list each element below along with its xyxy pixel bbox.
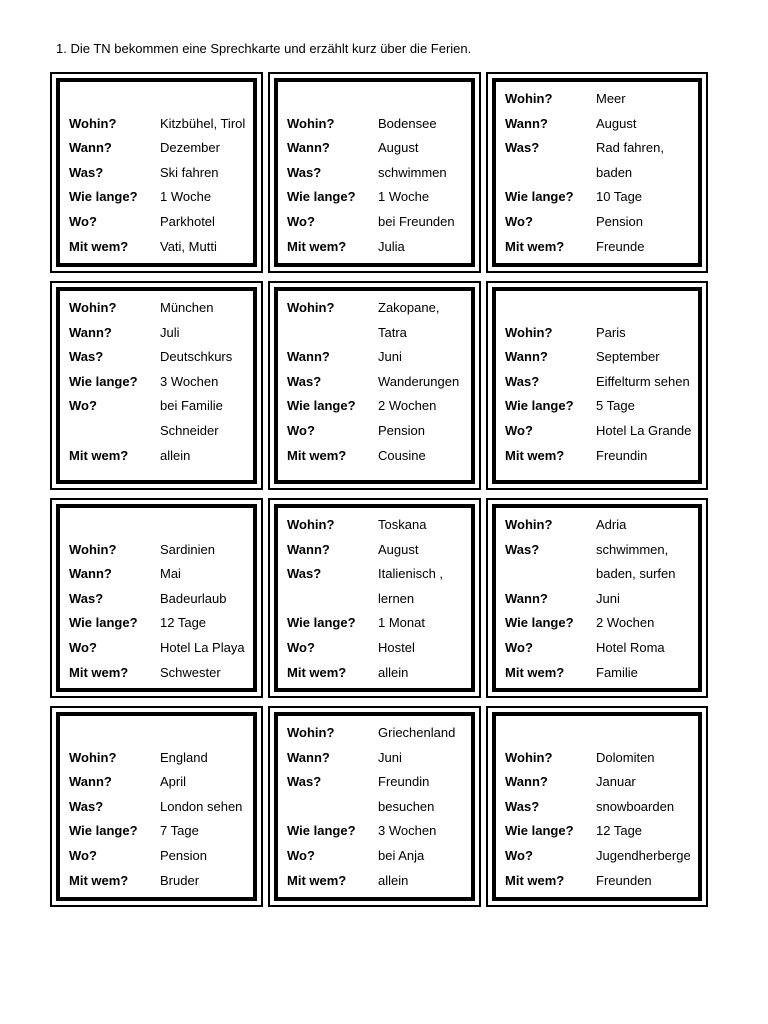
question-label: Wo? <box>287 422 315 438</box>
card-row <box>69 819 251 844</box>
question-label: Mit wem? <box>287 238 347 254</box>
question-label: Wohin? <box>69 541 117 557</box>
question-label: Wohin? <box>287 300 335 315</box>
question-label: Wann? <box>69 566 112 582</box>
card-row <box>505 795 696 820</box>
answer-value <box>596 721 696 746</box>
card-row <box>505 210 696 235</box>
answer-value: Cousine <box>378 447 426 463</box>
question-label <box>69 87 160 112</box>
card-row <box>505 819 696 844</box>
question-label: Wie lange? <box>505 398 574 414</box>
card-row <box>505 562 696 587</box>
question-label: Mit wem? <box>287 664 347 680</box>
card-row <box>287 444 469 469</box>
answer-value: bei Freunden <box>378 213 455 229</box>
question-label <box>505 721 596 746</box>
card-row <box>505 770 696 795</box>
answer-value: Eiffelturm sehen <box>596 373 690 389</box>
card-row <box>69 136 251 161</box>
answer-value: Adria <box>596 517 627 532</box>
answer-value: Wanderungen <box>378 373 460 389</box>
card-row <box>287 636 469 661</box>
card-border <box>274 287 475 484</box>
question-label: Mit wem? <box>69 664 129 680</box>
question-label: Wie lange? <box>505 823 574 839</box>
card-row <box>69 795 251 820</box>
card-row <box>505 721 696 746</box>
question-label: Was? <box>69 164 104 180</box>
card-row <box>505 538 696 563</box>
question-label <box>287 587 378 612</box>
question-label: Was? <box>287 774 322 790</box>
answer-value: Freunden <box>596 872 652 888</box>
answer-value: Sardinien <box>160 541 215 557</box>
card-row <box>287 795 469 820</box>
answer-value: 5 Tage <box>596 398 635 414</box>
answer-value <box>596 296 696 321</box>
answer-value: Dolomiten <box>596 749 655 765</box>
question-label: Wohin? <box>505 91 553 106</box>
question-label: Wann? <box>69 140 112 156</box>
question-label <box>69 513 160 538</box>
answer-value: Juli <box>160 324 180 340</box>
card-row <box>69 611 251 636</box>
card-row <box>505 844 696 869</box>
answer-value: Bodensee <box>378 115 437 131</box>
question-label: Wie lange? <box>69 615 138 631</box>
card-rows <box>69 721 251 893</box>
question-label: Wann? <box>505 590 548 606</box>
card-row <box>69 161 251 186</box>
card-row <box>505 185 696 210</box>
answer-value <box>160 513 251 538</box>
card-row <box>505 161 696 186</box>
card-row <box>287 321 469 346</box>
answer-value: bei Anja <box>378 847 425 863</box>
speaking-card <box>50 281 263 490</box>
card-row <box>505 370 696 395</box>
card-row <box>69 296 251 321</box>
card-border <box>274 78 475 267</box>
question-label: Wohin? <box>69 115 117 131</box>
answer-value: Zakopane, <box>378 300 440 315</box>
card-row <box>287 112 469 137</box>
instruction-text: 1. Die TN bekommen eine Sprechkarte und erzählt kurz über die Ferien. <box>56 41 472 56</box>
answer-value: Tatra <box>378 324 407 340</box>
card-border <box>56 504 257 692</box>
answer-value: Hostel <box>378 639 415 655</box>
question-label: Was? <box>287 373 322 389</box>
speaking-card <box>268 72 481 273</box>
card-row <box>69 235 251 260</box>
answer-value: Januar <box>596 774 636 790</box>
card-row <box>69 419 251 444</box>
card-row <box>287 844 469 869</box>
answer-value: Freundin <box>378 774 430 790</box>
question-label: Was? <box>69 798 104 814</box>
answer-value: August <box>596 115 637 131</box>
question-label <box>69 721 160 746</box>
answer-value: Pension <box>378 422 425 438</box>
answer-value: baden, surfen <box>596 566 676 582</box>
answer-value: Badeurlaub <box>160 590 227 606</box>
card-row <box>287 538 469 563</box>
question-label: Mit wem? <box>505 872 565 888</box>
card-row <box>505 87 696 112</box>
question-label: Wo? <box>505 213 533 229</box>
answer-value: Bruder <box>160 872 200 888</box>
answer-value: 1 Woche <box>378 189 430 205</box>
card-row <box>505 112 696 137</box>
card-row <box>505 587 696 612</box>
question-label: Wohin? <box>505 324 553 340</box>
question-label: Wohin? <box>505 517 553 532</box>
answer-value <box>160 721 251 746</box>
answer-value <box>378 87 469 112</box>
answer-value: April <box>160 774 187 790</box>
question-label: Was? <box>69 590 104 606</box>
answer-value: Familie <box>596 664 638 680</box>
card-row <box>69 185 251 210</box>
card-rows <box>287 513 469 685</box>
card-rows <box>505 513 696 685</box>
card-rows <box>69 513 251 685</box>
answer-value: September <box>596 349 660 365</box>
answer-value: baden <box>596 164 633 180</box>
card-row <box>505 661 696 686</box>
card-row <box>287 419 469 444</box>
answer-value: Schneider <box>160 422 219 438</box>
answer-value: Griechenland <box>378 725 456 740</box>
card-row <box>287 819 469 844</box>
card-row <box>287 394 469 419</box>
answer-value: Meer <box>596 91 626 106</box>
question-label: Wo? <box>287 213 315 229</box>
card-row <box>505 419 696 444</box>
answer-value: München <box>160 300 214 315</box>
answer-value: August <box>378 140 419 156</box>
answer-value: Toskana <box>378 517 427 532</box>
question-label: Wo? <box>505 422 533 438</box>
answer-value: Paris <box>596 324 626 340</box>
speaking-card <box>486 706 708 907</box>
answer-value: Pension <box>160 847 207 863</box>
answer-value: Hotel La Playa <box>160 639 245 655</box>
card-rows <box>505 721 696 893</box>
question-label: Wie lange? <box>287 615 356 631</box>
speaking-card <box>50 498 263 698</box>
answer-value: allein <box>378 872 409 888</box>
speaking-card <box>50 72 263 273</box>
answer-value: Hotel Roma <box>596 639 665 655</box>
question-label: Was? <box>505 798 540 814</box>
card-row <box>69 87 251 112</box>
card-row <box>69 770 251 795</box>
question-label: Was? <box>69 349 104 365</box>
question-label: Mit wem? <box>287 872 347 888</box>
card-row <box>287 345 469 370</box>
question-label: Wie lange? <box>69 189 138 205</box>
card-row <box>287 869 469 894</box>
answer-value: August <box>378 541 419 557</box>
answer-value: Hotel La Grande <box>596 422 692 438</box>
answer-value: Freundin <box>596 447 648 463</box>
card-rows <box>505 296 696 468</box>
question-label: Mit wem? <box>505 238 565 254</box>
card-row <box>69 210 251 235</box>
question-label: Wann? <box>69 774 112 790</box>
answer-value: 12 Tage <box>160 615 207 631</box>
question-label: Wie lange? <box>287 398 356 414</box>
card-row <box>287 513 469 538</box>
answer-value: Julia <box>378 238 405 254</box>
card-rows <box>69 87 251 259</box>
card-row <box>287 587 469 612</box>
card-row <box>505 296 696 321</box>
card-row <box>287 562 469 587</box>
answer-value: Juni <box>596 590 620 606</box>
speaking-cards-grid <box>50 72 708 907</box>
card-rows <box>287 87 469 259</box>
question-label: Wie lange? <box>69 823 138 839</box>
card-row <box>69 321 251 346</box>
question-label <box>505 296 596 321</box>
card-border <box>492 504 702 692</box>
answer-value: 10 Tage <box>596 189 643 205</box>
question-label: Mit wem? <box>69 238 129 254</box>
question-label: Mit wem? <box>69 872 129 888</box>
card-row <box>287 770 469 795</box>
card-border <box>274 712 475 901</box>
answer-value: Jugendherberge <box>596 847 691 863</box>
answer-value: Parkhotel <box>160 213 215 229</box>
question-label: Wo? <box>69 213 97 229</box>
answer-value: snowboarden <box>596 798 675 814</box>
answer-value: Pension <box>596 213 643 229</box>
question-label: Wie lange? <box>69 373 138 389</box>
question-label: Wohin? <box>287 725 335 740</box>
card-row <box>505 345 696 370</box>
question-label: Wie lange? <box>505 189 574 205</box>
question-label: Wohin? <box>69 749 117 765</box>
answer-value: Italienisch , <box>378 566 444 582</box>
question-label <box>69 419 160 444</box>
question-label: Wo? <box>69 398 97 414</box>
question-label: Wann? <box>287 140 330 156</box>
answer-value: Juni <box>378 349 402 365</box>
speaking-card <box>268 281 481 490</box>
answer-value: Rad fahren, <box>596 140 664 156</box>
answer-value: 1 Woche <box>160 189 212 205</box>
question-label: Wohin? <box>505 749 553 765</box>
card-row <box>505 611 696 636</box>
answer-value: Mai <box>160 566 181 582</box>
answer-value: allein <box>378 664 409 680</box>
question-label: Wo? <box>505 847 533 863</box>
question-label: Wo? <box>287 847 315 863</box>
answer-value: England <box>160 749 208 765</box>
speaking-card <box>268 706 481 907</box>
question-label: Wo? <box>287 639 315 655</box>
answer-value: London sehen <box>160 798 243 814</box>
answer-value: 1 Monat <box>378 615 425 631</box>
speaking-card <box>50 706 263 907</box>
question-label: Mit wem? <box>287 447 347 463</box>
question-label: Wann? <box>287 349 330 365</box>
card-row <box>69 721 251 746</box>
question-label: Wie lange? <box>287 823 356 839</box>
question-label: Mit wem? <box>69 447 129 463</box>
card-row <box>505 235 696 260</box>
card-row <box>69 636 251 661</box>
card-row <box>69 587 251 612</box>
question-label: Wann? <box>287 541 330 557</box>
card-row <box>287 87 469 112</box>
question-label: Wie lange? <box>505 615 574 631</box>
card-row <box>505 444 696 469</box>
card-row <box>505 394 696 419</box>
question-label: Mit wem? <box>505 664 565 680</box>
question-label: Was? <box>505 140 540 156</box>
question-label: Wo? <box>69 847 97 863</box>
card-row <box>505 136 696 161</box>
answer-value <box>160 87 251 112</box>
card-border <box>56 78 257 267</box>
question-label: Was? <box>287 164 322 180</box>
speaking-card <box>268 498 481 698</box>
card-rows <box>505 87 696 259</box>
answer-value: Kitzbühel, Tirol <box>160 115 246 131</box>
card-rows <box>69 296 251 468</box>
question-label <box>287 795 378 820</box>
card-rows <box>287 721 469 893</box>
speaking-card <box>486 498 708 698</box>
question-label: Wann? <box>287 749 330 765</box>
card-row <box>69 538 251 563</box>
question-label: Wohin? <box>69 300 117 315</box>
card-border <box>274 504 475 692</box>
answer-value: lernen <box>378 590 415 606</box>
answer-value: 12 Tage <box>596 823 643 839</box>
answer-value: Schwester <box>160 664 221 680</box>
answer-value: schwimmen, <box>596 541 669 557</box>
card-row <box>69 513 251 538</box>
card-row <box>69 869 251 894</box>
question-label: Was? <box>505 373 540 389</box>
speaking-card <box>486 281 708 490</box>
card-row <box>69 345 251 370</box>
question-label: Was? <box>287 566 322 582</box>
question-label: Wo? <box>505 639 533 655</box>
question-label: Was? <box>505 541 540 557</box>
question-label: Wann? <box>505 774 548 790</box>
question-label: Wohin? <box>287 115 335 131</box>
card-border <box>56 712 257 901</box>
card-row <box>505 746 696 771</box>
question-label: Wann? <box>505 349 548 365</box>
card-row <box>287 661 469 686</box>
answer-value: allein <box>160 447 191 463</box>
question-label: Wann? <box>69 324 112 340</box>
answer-value: besuchen <box>378 798 435 814</box>
answer-value: Juni <box>378 749 402 765</box>
card-row <box>287 136 469 161</box>
card-row <box>505 869 696 894</box>
card-row <box>287 210 469 235</box>
answer-value: Vati, Mutti <box>160 238 217 254</box>
answer-value: 7 Tage <box>160 823 199 839</box>
question-label: Wie lange? <box>287 189 356 205</box>
card-border <box>492 78 702 267</box>
answer-value: Deutschkurs <box>160 349 233 365</box>
answer-value: 3 Wochen <box>378 823 437 839</box>
answer-value: 2 Wochen <box>596 615 655 631</box>
card-row <box>69 370 251 395</box>
card-row <box>69 844 251 869</box>
card-row <box>505 636 696 661</box>
card-row <box>69 562 251 587</box>
card-row <box>287 611 469 636</box>
card-row <box>69 112 251 137</box>
card-row <box>287 296 469 321</box>
question-label <box>287 87 378 112</box>
answer-value: Ski fahren <box>160 164 219 180</box>
card-row <box>287 721 469 746</box>
card-row <box>69 746 251 771</box>
answer-value: 2 Wochen <box>378 398 437 414</box>
card-row <box>69 661 251 686</box>
question-label <box>287 321 378 346</box>
question-label: Wohin? <box>287 517 335 532</box>
card-row <box>69 444 251 469</box>
card-rows <box>287 296 469 468</box>
card-border <box>492 287 702 484</box>
card-row <box>287 161 469 186</box>
answer-value: Dezember <box>160 140 220 156</box>
card-row <box>69 394 251 419</box>
answer-value: bei Familie <box>160 398 223 414</box>
card-row <box>505 321 696 346</box>
card-row <box>287 185 469 210</box>
question-label: Wann? <box>505 115 548 131</box>
card-row <box>287 746 469 771</box>
speaking-card <box>486 72 708 273</box>
card-row <box>287 235 469 260</box>
answer-value: 3 Wochen <box>160 373 219 389</box>
question-label: Wo? <box>69 639 97 655</box>
answer-value: Freunde <box>596 238 645 254</box>
answer-value: schwimmen <box>378 164 447 180</box>
question-label <box>505 562 596 587</box>
question-label: Mit wem? <box>505 447 565 463</box>
card-border <box>56 287 257 484</box>
card-row <box>505 513 696 538</box>
question-label <box>505 161 596 186</box>
card-row <box>287 370 469 395</box>
card-border <box>492 712 702 901</box>
